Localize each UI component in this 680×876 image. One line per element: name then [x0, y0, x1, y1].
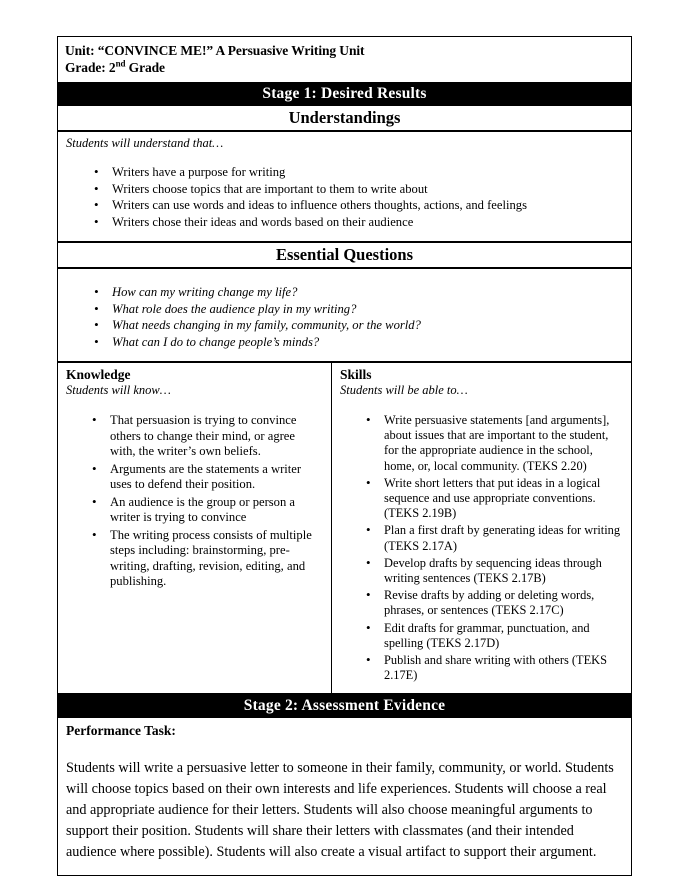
- list-item: • Writers can use words and ideas to influence others thoughts, actions, and feelings: [112, 198, 623, 214]
- skills-list: [340, 413, 623, 683]
- list-item: • What can I do to change people’s minds?: [112, 335, 623, 351]
- list-item: • Writers choose topics that are important to them to write about: [112, 182, 623, 198]
- knowledge-heading: Knowledge: [66, 367, 131, 382]
- list-item: • Arguments are the statements a writer uses to defend their position.: [110, 462, 323, 493]
- list-item: • Develop drafts by sequencing ideas through writing sentences (TEKS 2.17B): [384, 556, 623, 586]
- list-item: • Writers have a purpose for writing: [112, 165, 623, 181]
- understandings-lead-in: Students will understand that…: [66, 136, 224, 150]
- list-item: • An audience is the group or person a writer is trying to convince: [110, 495, 323, 526]
- skills-heading: Skills: [340, 367, 372, 382]
- skills-column: [332, 363, 631, 693]
- list-item: • That persuasion is trying to convince others to change their mind, or agree with, the writer’s own beliefs.: [110, 413, 323, 460]
- understandings-heading: Understandings: [58, 106, 631, 132]
- unit-header-row: [58, 37, 631, 83]
- grade-ordinal-suffix: nd: [115, 58, 126, 69]
- knowledge-skills-row: [58, 361, 631, 695]
- unit-plan-table: [57, 36, 632, 876]
- knowledge-column: [58, 363, 332, 693]
- skills-lead-in: Students will be able to…: [340, 383, 468, 397]
- stage2-band: Stage 2: Assessment Evidence: [58, 695, 631, 718]
- list-item: • Revise drafts by adding or deleting words, phrases, or sentences (TEKS 2.17C): [384, 588, 623, 618]
- performance-task-heading: Performance Task:: [66, 723, 176, 739]
- list-item: • Publish and share writing with others (TEKS 2.17E): [384, 653, 623, 683]
- unit-title-line: Unit: “CONVINCE ME!” A Persuasive Writing Unit: [65, 43, 365, 58]
- grade-suffix-text: Grade: [125, 60, 165, 75]
- list-item: • The writing process consists of multiple steps including: brainstorming, pre-writing, drafting, revision, editing, and publishing.: [110, 528, 323, 590]
- essential-questions-heading: Essential Questions: [58, 241, 631, 269]
- performance-task-body: Students will write a persuasive letter to someone in their family, community, or world. Students will choose topics based on their own interests and life experiences. Students will choose a real and appropriate audience for their letters. Students will also choose meaningful arguments to support their position. Students will share their letters with classmates (and their intended audience where possible). Students will also create a visual artifact to support their argument.: [66, 760, 614, 861]
- knowledge-list: [66, 413, 323, 590]
- list-item: • What needs changing in my family, community, or the world?: [112, 318, 623, 334]
- essential-questions-list: [66, 285, 623, 350]
- understandings-cell: [58, 132, 631, 241]
- list-item: • Write short letters that put ideas in a logical sequence and use appropriate conventions. (TEKS 2.19B): [384, 476, 623, 522]
- list-item: • Plan a first draft by generating ideas for writing (TEKS 2.17A): [384, 523, 623, 553]
- grade-line: [65, 59, 624, 76]
- understandings-list: [66, 165, 623, 230]
- list-item: • Writers chose their ideas and words based on their audience: [112, 215, 623, 231]
- list-item: • Write persuasive statements [and arguments], about issues that are important to the student, for the appropriate audience in the school, home, or, local community. (TEKS 2.20): [384, 413, 623, 474]
- stage1-band: Stage 1: Desired Results: [58, 83, 631, 106]
- knowledge-lead-in: Students will know…: [66, 383, 171, 397]
- essential-questions-cell: [58, 269, 631, 361]
- grade-label: Grade:: [65, 60, 109, 75]
- list-item: • What role does the audience play in my writing?: [112, 302, 623, 318]
- grade-ordinal-number: 2: [108, 60, 116, 75]
- list-item: • Edit drafts for grammar, punctuation, and spelling (TEKS 2.17D): [384, 621, 623, 651]
- list-item: • How can my writing change my life?: [112, 285, 623, 301]
- performance-task-cell: [58, 718, 631, 875]
